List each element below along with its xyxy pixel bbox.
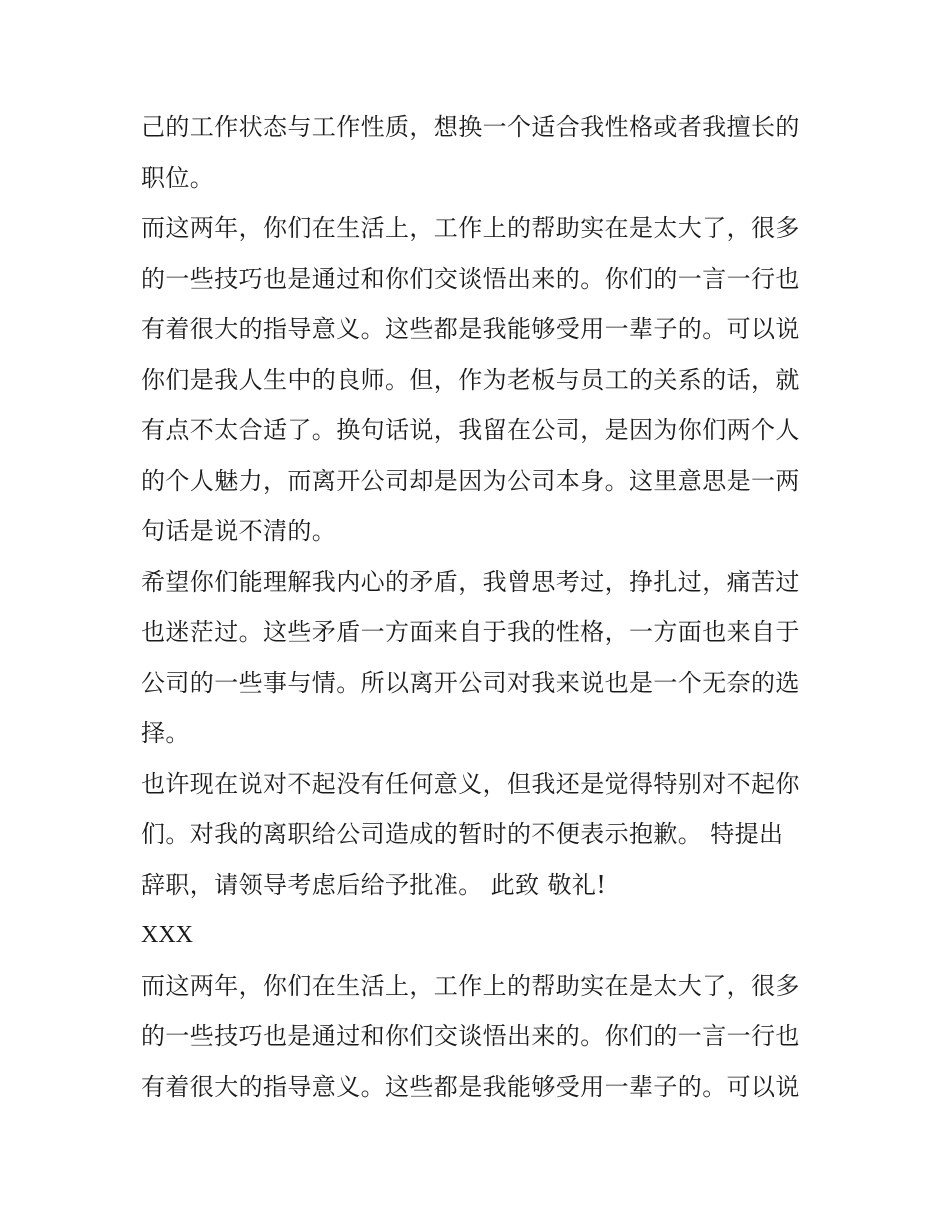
text-line: 们。对我的离职给公司造成的暂时的不便表示抱歉。 特提出	[141, 820, 784, 848]
text-line: 希望你们能理解我内心的矛盾，我曾思考过，挣扎过，痛苦过	[141, 567, 800, 596]
text-line: 的个人魅力，而离开公司却是因为公司本身。这里意思是一两	[141, 466, 800, 495]
document-body	[141, 102, 816, 1112]
text-line: 有着很大的指导意义。这些都是我能够受用一辈子的。可以说	[141, 1072, 800, 1101]
signature-line: XXX	[141, 922, 193, 948]
text-line: 的一些技巧也是通过和你们交谈悟出来的。你们的一言一行也	[141, 1022, 800, 1050]
text-line: 公司的一些事与情。所以离开公司对我来说也是一个无奈的选	[141, 668, 800, 697]
text-line: 的一些技巧也是通过和你们交谈悟出来的。你们的一言一行也	[141, 264, 800, 293]
text-line: 职位。	[141, 163, 215, 192]
text-line: 有点不太合适了。换句话说，我留在公司，是因为你们两个人	[141, 416, 800, 444]
text-line: 有着很大的指导意义。这些都是我能够受用一辈子的。可以说	[141, 315, 800, 343]
text-line: 而这两年，你们在生活上，工作上的帮助实在是太大了，很多	[141, 971, 800, 1000]
text-line: 句话是说不清的。	[141, 517, 337, 545]
text-line: 你们是我人生中的良师。但，作为老板与员工的关系的话，就	[141, 365, 800, 394]
text-line: 辞职，请领导考虑后给予批准。 此致 敬礼!	[141, 870, 607, 899]
text-line: 而这两年，你们在生活上，工作上的帮助实在是太大了，很多	[141, 214, 800, 242]
text-line: 己的工作状态与工作性质，想换一个适合我性格或者我擅长的	[141, 113, 800, 141]
text-line: 也迷茫过。这些矛盾一方面来自于我的性格，一方面也来自于	[141, 618, 800, 646]
text-line: 也许现在说对不起没有任何意义，但我还是觉得特别对不起你	[141, 769, 800, 798]
text-line: 择。	[141, 719, 190, 747]
